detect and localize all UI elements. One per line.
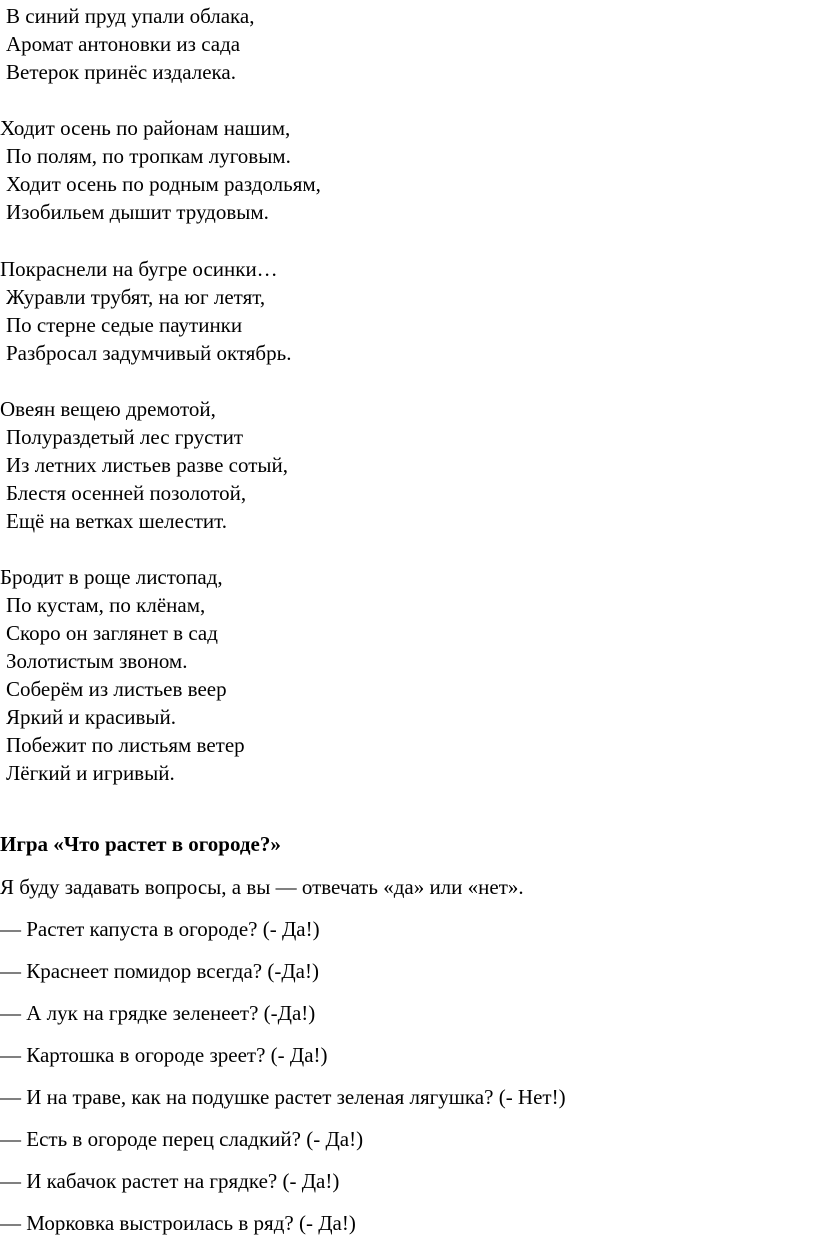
game-question: — Краснеет помидор всегда? (-Да!): [0, 959, 319, 983]
poem-line: Ещё на ветках шелестит.: [6, 509, 228, 533]
poem-line: Журавли трубят, на юг летят,: [6, 285, 266, 309]
poem-line: Из летних листьев разве сотый,: [6, 453, 288, 477]
poem-line: Скоро он заглянет в сад: [6, 621, 218, 645]
poem-line: По полям, по тропкам луговым.: [6, 144, 291, 168]
poem-line: Ветерок принёс издалека.: [6, 60, 236, 84]
game-question: — Есть в огороде перец сладкий? (- Да!): [0, 1127, 364, 1151]
game-question: — Морковка выстроилась в ряд? (- Да!): [0, 1211, 356, 1235]
poem-line: Изобильем дышит трудовым.: [6, 200, 269, 224]
poem-line: Бродит в роще листопад,: [0, 565, 223, 589]
poem-line: Аромат антоновки из сада: [6, 32, 241, 56]
game-question: — И кабачок растет на грядке? (- Да!): [0, 1169, 340, 1193]
poem-line: Разбросал задумчивый октябрь.: [6, 341, 292, 365]
game-intro: Я буду задавать вопросы, а вы — отвечать «да» или «нет».: [0, 875, 524, 899]
poem-line: Ходит осень по родным раздольям,: [6, 172, 321, 196]
poem-line: По стерне седые паутинки: [6, 313, 243, 337]
poem-line: Блестя осенней позолотой,: [6, 481, 247, 505]
game-question: — А лук на грядке зеленеет? (-Да!): [0, 1001, 316, 1025]
poem-line: Яркий и красивый.: [6, 705, 177, 729]
poem-line: Полураздетый лес грустит: [6, 425, 244, 449]
poem-line: Овеян вещею дремотой,: [0, 397, 216, 421]
poem-line: Ходит осень по районам нашим,: [0, 116, 291, 140]
poem-line: Соберём из листьев веер: [6, 677, 227, 701]
poem-line: В синий пруд упали облака,: [6, 4, 255, 28]
poem-line: Золотистым звоном.: [6, 649, 188, 673]
poem-line: По кустам, по клёнам,: [6, 593, 206, 617]
game-title: Игра «Что растет в огороде?»: [0, 832, 281, 856]
poem-line: Покраснели на бугре осинки…: [0, 257, 278, 281]
game-question: — Растет капуста в огороде? (- Да!): [0, 917, 320, 941]
poem-line: Лёгкий и игривый.: [6, 761, 175, 785]
game-question: — Картошка в огороде зреет? (- Да!): [0, 1043, 328, 1067]
poem-line: Побежит по листьям ветер: [6, 733, 245, 757]
game-question: — И на траве, как на подушке растет зеленая лягушка? (- Нет!): [0, 1085, 566, 1109]
